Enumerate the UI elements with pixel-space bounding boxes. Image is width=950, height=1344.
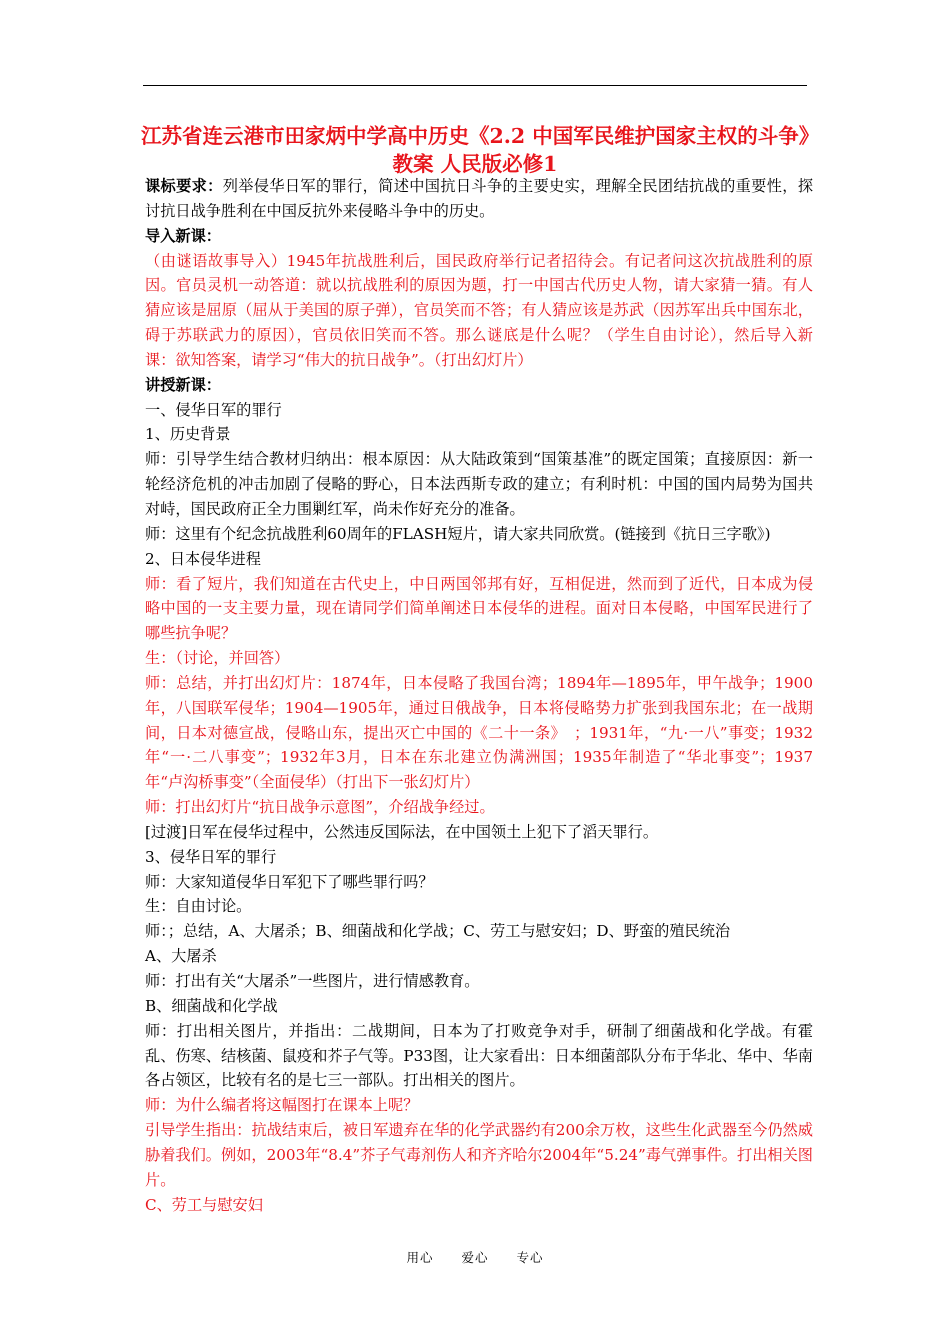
paragraph xyxy=(145,894,813,919)
paragraph-text: 师：大家知道侵华日军犯下了哪些罪行吗？ xyxy=(145,872,434,891)
paragraph xyxy=(145,795,813,820)
section-label: 讲授新课： xyxy=(145,375,221,394)
paragraph xyxy=(145,447,813,522)
paragraph xyxy=(145,944,813,969)
paragraph xyxy=(145,547,813,572)
paragraph xyxy=(145,572,813,647)
paragraph-text: 生：（讨论，并回答） xyxy=(145,649,290,668)
section-label: 课标要求： xyxy=(145,177,223,195)
footer-word: 专心 xyxy=(516,1250,544,1265)
paragraph xyxy=(145,820,813,845)
paragraph-text: 一、侵华日军的罪行 xyxy=(145,400,282,419)
document-body xyxy=(145,174,813,1217)
paragraph xyxy=(145,994,813,1019)
header-rule xyxy=(143,85,807,86)
paragraph xyxy=(145,522,813,547)
paragraph-text: [过渡]日军在侵华过程中，公然违反国际法，在中国领土上犯下了滔天罪行。 xyxy=(145,822,659,841)
paragraph-text: 师：这里有个纪念抗战胜利60周年的FLASH短片，请大家共同欣赏。(链接到《抗日三字歌》) xyxy=(145,524,771,543)
paragraph xyxy=(145,398,813,423)
paragraph-text: A、大屠杀 xyxy=(145,947,217,966)
paragraph-text: 师：引导学生结合教材归纳出：根本原因：从大陆政策到“国策基准”的既定国策；直接原因：新一轮经济危机的冲击加剧了侵略的野心，日本法西斯专政的建立；有利时机：中国的国内局势为国共对峙，国民政府正全力围剿红军，尚未作好充分的准备。 xyxy=(145,450,813,518)
paragraph xyxy=(145,646,813,671)
paragraph-text: 师：打出有关“大屠杀”一些图片，进行情感教育。 xyxy=(145,972,480,990)
paragraph-text: 生：自由讨论。 xyxy=(145,897,252,916)
paragraph-text: B、细菌战和化学战 xyxy=(145,996,278,1015)
paragraph-text: （由谜语故事导入）1945年抗战胜利后，国民政府举行记者招待会。有记者问这次抗战胜利的原因。官员灵机一动答道：就以抗战胜利的原因为题，打一中国古代历史人物，请大家猜一猜。有人猜应该是屈原（屈从于美国的原子弹），官员笑而不答；有人猜应该是苏武（因苏军出兵中国东北，碍于苏联武力的原因），官员依旧笑而不答。那么谜底是什么呢？（学生自由讨论），然后导入新课：欲知答案，请学习“伟大的抗日战争”。（打出幻灯片） xyxy=(145,251,813,369)
paragraph-text: 师：看了短片，我们知道在古代史上，中日两国邻邦有好，互相促进，然而到了近代，日本成为侵略中国的一支主要力量，现在请同学们简单阐述日本侵华的进程。面对日本侵略，中国军民进行了哪些抗争呢？ xyxy=(145,574,813,643)
paragraph xyxy=(145,1019,813,1094)
paragraph xyxy=(145,174,813,224)
paragraph-text: 3、侵华日军的罪行 xyxy=(145,847,277,866)
paragraph xyxy=(145,969,813,994)
footer-word: 爱心 xyxy=(461,1250,489,1265)
footer-word: 用心 xyxy=(406,1250,434,1265)
paragraph xyxy=(145,249,813,373)
paragraph xyxy=(145,1193,813,1218)
section-label: 导入新课： xyxy=(145,226,221,245)
paragraph-text: 师：总结，并打出幻灯片：1874年，日本侵略了我国台湾；1894年—1895年，甲午战争；1900年，八国联军侵华；1904—1905年，通过日俄战争，日本将侵略势力扩张到我国东北；在一战期间，日本对德宣战，侵略山东，提出灭亡中国的《二十一条》 ；1931年，“九·一八”事变；1932年“一·二八事变”；1932年3月，日本在东北建立伪满洲国；1935年制造了“华北事变”；1937年“卢沟桥事变”（全面侵华）（打出下一张幻灯片） xyxy=(145,673,813,792)
paragraph-text: 师：打出幻灯片“抗日战争示意图”，介绍战争经过。 xyxy=(145,798,495,817)
paragraph xyxy=(145,1093,813,1118)
paragraph xyxy=(145,224,813,249)
paragraph-text: 2、日本侵华进程 xyxy=(145,549,261,568)
paragraph-text: 师：为什么编者将这幅图打在课本上呢？ xyxy=(145,1096,419,1115)
paragraph-text: 1、历史背景 xyxy=(145,425,231,444)
paragraph xyxy=(145,422,813,447)
paragraph xyxy=(145,1118,813,1193)
paragraph xyxy=(145,671,813,795)
paragraph-text: C、劳工与慰安妇 xyxy=(145,1195,263,1214)
paragraph-text: 引导学生指出：抗战结束后，被日军遗弃在华的化学武器约有200余万枚，这些生化武器至今仍然威胁着我们。例如，2003年“8.4”芥子气毒剂伤人和齐齐哈尔2004年“5.24”毒气弹事件。打出相关图片。 xyxy=(145,1121,813,1189)
paragraph-text: 列举侵华日军的罪行，简述中国抗日斗争的主要史实，理解全民团结抗战的重要性，探讨抗日战争胜利在中国反抗外来侵略斗争中的历史。 xyxy=(145,177,814,220)
paragraph xyxy=(145,845,813,870)
document-title: 江苏省连云港市田家炳中学高中历史《2.2 中国军民维护国家主权的斗争》教案 人民版必修1 xyxy=(140,124,810,176)
paragraph-text: 师：打出相关图片，并指出：二战期间，日本为了打败竞争对手，研制了细菌战和化学战。有霍乱、伤寒、结核菌、鼠疫和芥子气等。P33图，让大家看出：日本细菌部队分布于华北、华中、华南各占领区，比较有名的是七三一部队。打出相关的图片。 xyxy=(145,1021,813,1090)
paragraph xyxy=(145,870,813,895)
paragraph xyxy=(145,373,813,398)
page-footer xyxy=(0,1248,950,1266)
paragraph xyxy=(145,919,813,944)
paragraph-text: 师：；总结，A、大屠杀；B、细菌战和化学战；C、劳工与慰安妇；D、野蛮的殖民统治 xyxy=(145,922,731,941)
